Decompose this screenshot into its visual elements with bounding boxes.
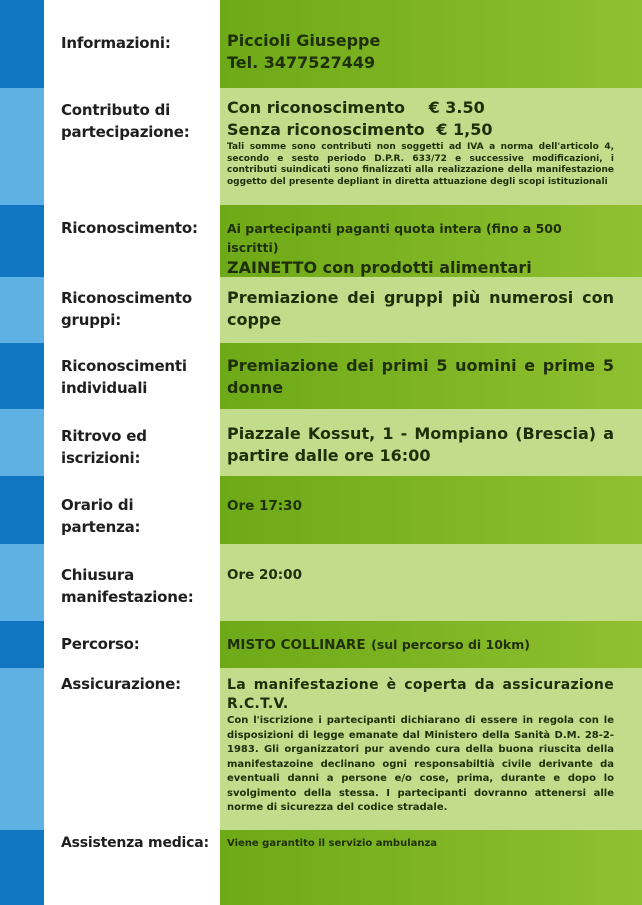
label-assicurazione: Assicurazione: [61, 675, 181, 693]
fee-without-label: Senza riconoscimento [227, 120, 425, 139]
label-chiusura: Chiusura manifestazione: [61, 566, 194, 606]
contact-phone: Tel. 3477527449 [227, 53, 376, 72]
value-chiusura: Ore 20:00 [227, 567, 302, 583]
fee-with-label: Con riconoscimento [227, 98, 405, 117]
fee-note: Tali somme sono contributi non soggetti ad IVA a norma dell'articolo 4, secondo e sesto periodo D.P.R. 633/72 e successive modificazioni, i contributi suindicati sono finalizzati alla realizzazione della manifestazione oggetto del presente depliant in diretta attuazione degli scopi istituzionali [227, 142, 614, 187]
riconoscimento-line2: ZAINETTO con prodotti alimentari [227, 258, 532, 277]
value-contributo [227, 97, 614, 188]
percorso-type: MISTO COLLINARE [227, 637, 366, 653]
fee-with-amount: € 3.50 [428, 98, 485, 117]
label-ritrovo: Ritrovo ed iscrizioni: [61, 427, 147, 467]
value-ritrovo: Piazzale Kossut, 1 - Mompiano (Brescia) a partire dalle ore 16:00 [227, 424, 614, 465]
label-orario-partenza: Orario di partenza: [61, 496, 141, 536]
value-assistenza-medica: Viene garantito il servizio ambulanza [227, 838, 438, 849]
label-riconoscimento: Riconoscimento: [61, 219, 198, 237]
value-orario-partenza: Ore 17:30 [227, 498, 302, 514]
label-assistenza-medica: Assistenza medica: [61, 835, 209, 851]
left-blue-stripe [0, 0, 44, 905]
label-riconoscimento-gruppi: Riconoscimento gruppi: [61, 289, 192, 329]
percorso-distance: (sul percorso di 10km) [371, 637, 530, 652]
label-contributo: Contributo di partecipazione: [61, 101, 190, 141]
label-percorso: Percorso: [61, 635, 140, 653]
value-assicurazione [227, 676, 614, 816]
contact-name: Piccioli Giuseppe [227, 31, 381, 50]
value-informazioni [227, 30, 614, 74]
value-percorso [227, 634, 614, 655]
assicurazione-heading: La manifestazione è coperta da assicurazione R.C.T.V. [227, 677, 614, 712]
value-riconoscimento-gruppi: Premiazione dei gruppi più numerosi con coppe [227, 288, 614, 329]
value-riconoscimento [227, 219, 614, 279]
fee-without-amount: € 1,50 [436, 120, 493, 139]
label-informazioni: Informazioni: [61, 34, 171, 52]
riconoscimento-line1: Ai partecipanti paganti quota intera (fino a 500 iscritti) [227, 221, 562, 255]
value-riconoscimenti-individuali: Premiazione dei primi 5 uomini e prime 5 donne [227, 356, 614, 397]
assicurazione-note: Con l'iscrizione i partecipanti dichiarano di essere in regola con le disposizioni di legge emanate dal Ministero della Sanità D.M. 28-2-1983. Gli organizzatori pur avendo cura della buona riuscita della manifestazoine declinano ogni responsabiltià civile derivante da eventuali danni a persone e/o cose, prima, durante e dopo lo svolgimento della stessa. I partecipanti dovranno attenersi alle norme di sicurezza del codice stradale. [227, 715, 614, 813]
label-riconoscimenti-individuali: Riconoscimenti individuali [61, 357, 187, 397]
